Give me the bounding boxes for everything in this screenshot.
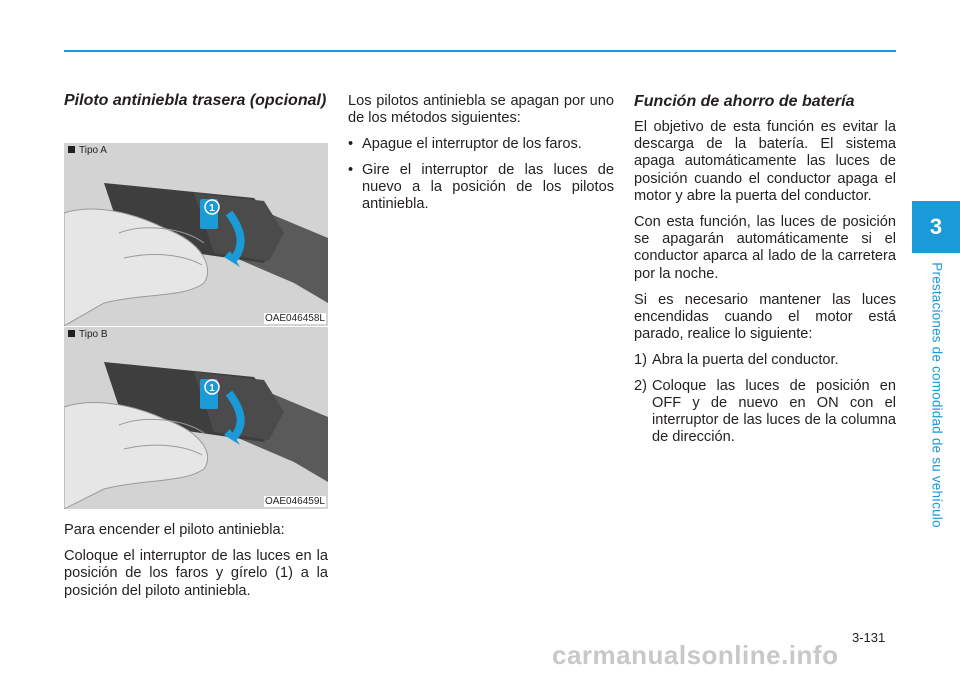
list-item: 1) Abra la puerta del conductor. (634, 352, 839, 369)
top-rule (64, 50, 896, 52)
left-column (64, 92, 328, 126)
figure-label-a: Tipo A (68, 145, 107, 156)
paragraph: Para encender el piloto antiniebla: (64, 522, 285, 538)
paragraph: Los pilotos antiniebla se apagan por uno de los métodos siguientes: (348, 93, 614, 127)
figure-type-a (64, 143, 328, 326)
stalk-illustration-a (64, 143, 328, 326)
paragraph: El objetivo de esta función es evitar la descarga de la batería. El sistema apaga automáticamente las luces de posición cuando el conductor apaga el motor y abre la puerta del conductor. (634, 119, 896, 204)
paragraph: Si es necesario mantener las luces encendidas cuando el motor está parado, realice lo siguiente: (634, 291, 896, 343)
left-body-text (64, 522, 328, 609)
list-item: 2) Coloque las luces de posición en OFF y de nuevo en ON con el interruptor de las luces de la columna de dirección. (634, 377, 896, 446)
section-title-battery-saver: Función de ahorro de batería (634, 93, 855, 110)
square-bullet-icon (68, 330, 75, 337)
paragraph: Con esta función, las luces de posición se apagarán automáticamente si el conductor aparca al lado de la carretera por la noche. (634, 214, 896, 282)
bullet-list (348, 136, 614, 213)
callout-badge-b: 1 (209, 383, 215, 394)
square-bullet-icon (68, 146, 75, 153)
right-column (634, 93, 896, 454)
stalk-illustration-b (64, 327, 328, 509)
page-number: 3-131 (852, 630, 886, 645)
list-item: • Gire el interruptor de las luces de nuevo a la posición de los pilotos antiniebla. (348, 162, 614, 214)
figure-code-a: OAE046458L (264, 313, 325, 324)
list-item: • Apague el interruptor de los faros. (348, 136, 614, 153)
watermark: carmanualsonline.info (552, 640, 839, 670)
middle-column (348, 93, 614, 221)
paragraph: Coloque el interruptor de las luces en la posición de los faros y gírelo (1) a la posición del piloto antiniebla. (64, 548, 328, 599)
chapter-tab: 3 (912, 201, 960, 253)
steps-list (634, 352, 896, 446)
figure-label-b: Tipo B (68, 329, 108, 340)
section-title-rear-fog: Piloto antiniebla trasera (opcional) (64, 92, 327, 109)
callout-badge-a: 1 (209, 203, 215, 214)
chapter-title-vertical: Prestaciones de comodidad de su vehículo (929, 262, 945, 528)
figure-code-b: OAE046459L (264, 496, 325, 507)
figure-type-b (64, 327, 328, 509)
